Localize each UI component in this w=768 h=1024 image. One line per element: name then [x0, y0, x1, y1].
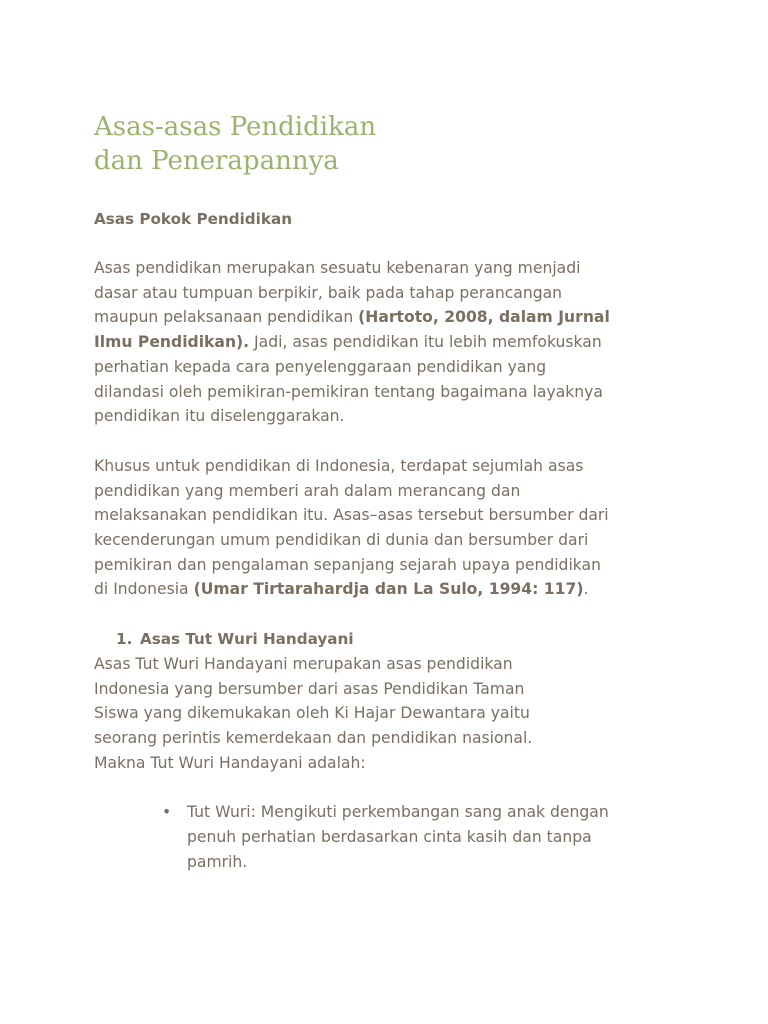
- bullet-line: Tut Wuri: Mengikuti perkembangan sang anak dengan: [187, 803, 609, 822]
- paragraph3-line: Siswa yang dikemukakan oleh Ki Hajar Dewantara yaitu: [94, 704, 530, 723]
- paragraph1-line: dilandasi oleh pemikiran-pemikiran tentang bagaimana layaknya: [94, 382, 603, 401]
- paragraph3-line: Asas Tut Wuri Handayani merupakan asas pendidikan: [94, 654, 513, 673]
- list-number: 1.: [116, 630, 133, 649]
- paragraph2-line: pendidikan yang memberi arah dalam merancang dan: [94, 481, 521, 500]
- paragraph1-line: pendidikan itu diselenggarakan.: [94, 407, 345, 426]
- paragraph1-text: Jadi, asas pendidikan itu lebih memfokuskan: [249, 333, 602, 352]
- paragraph1-line: Asas pendidikan merupakan sesuatu kebenaran yang menjadi: [94, 259, 581, 277]
- title-line-2: dan Penerapannya: [94, 146, 339, 176]
- title-line-1: Asas-asas Pendidikan: [94, 112, 377, 142]
- section-heading: Asas Pokok Pendidikan: [94, 210, 293, 228]
- paragraph-tut-wuri: [94, 652, 694, 751]
- paragraph2-line: kecenderungan umum pendidikan di dunia dan bersumber dari: [94, 531, 589, 550]
- bullet-icon: •: [162, 803, 172, 822]
- list-item-label: Asas Tut Wuri Handayani: [140, 630, 354, 649]
- makna-text: Makna Tut Wuri Handayani adalah:: [94, 753, 366, 772]
- document-page: [94, 110, 694, 874]
- citation-hartoto: (Hartoto, 2008, dalam Jurnal: [358, 308, 610, 327]
- paragraph2-line: [94, 577, 694, 602]
- paragraph1-text: maupun pelaksanaan pendidikan: [94, 308, 359, 327]
- bullet-line: penuh perhatian berdasarkan cinta kasih dan tanpa: [187, 828, 592, 847]
- paragraph2-line: pemikiran dan pengalaman sepanjang sejarah upaya pendidikan: [94, 555, 601, 574]
- paragraph-asas-pendidikan: [94, 256, 694, 429]
- paragraph1-line: perhatian kepada cara penyelenggaraan pendidikan yang: [94, 357, 547, 376]
- paragraph1-line: [94, 330, 694, 355]
- citation-hartoto-cont: Ilmu Pendidikan).: [94, 333, 250, 352]
- paragraph2-line: Khusus untuk pendidikan di Indonesia, terdapat sejumlah asas: [94, 456, 584, 475]
- paragraph3-line: Indonesia yang bersumber dari asas Pendidikan Taman: [94, 679, 525, 698]
- paragraph2-line: melaksanakan pendidikan itu. Asas–asas tersebut bersumber dari: [94, 506, 609, 525]
- paragraph-indonesia: [94, 454, 694, 602]
- paragraph2-text: di Indonesia: [94, 580, 194, 599]
- paragraph2-period: .: [583, 580, 589, 599]
- document-title: [94, 110, 694, 178]
- bullet-item-tut-wuri: [162, 800, 694, 874]
- paragraph3-line: seorang perintis kemerdekaan dan pendidikan nasional.: [94, 728, 533, 747]
- citation-tirtarahardja: (Umar Tirtarahardja dan La Sulo, 1994: 117): [193, 580, 584, 599]
- bullet-line: pamrih.: [187, 852, 248, 871]
- paragraph1-line: [94, 305, 694, 330]
- list-item-tut-wuri: [94, 627, 694, 652]
- paragraph1-line: dasar atau tumpuan berpikir, baik pada tahap perancangan: [94, 283, 563, 302]
